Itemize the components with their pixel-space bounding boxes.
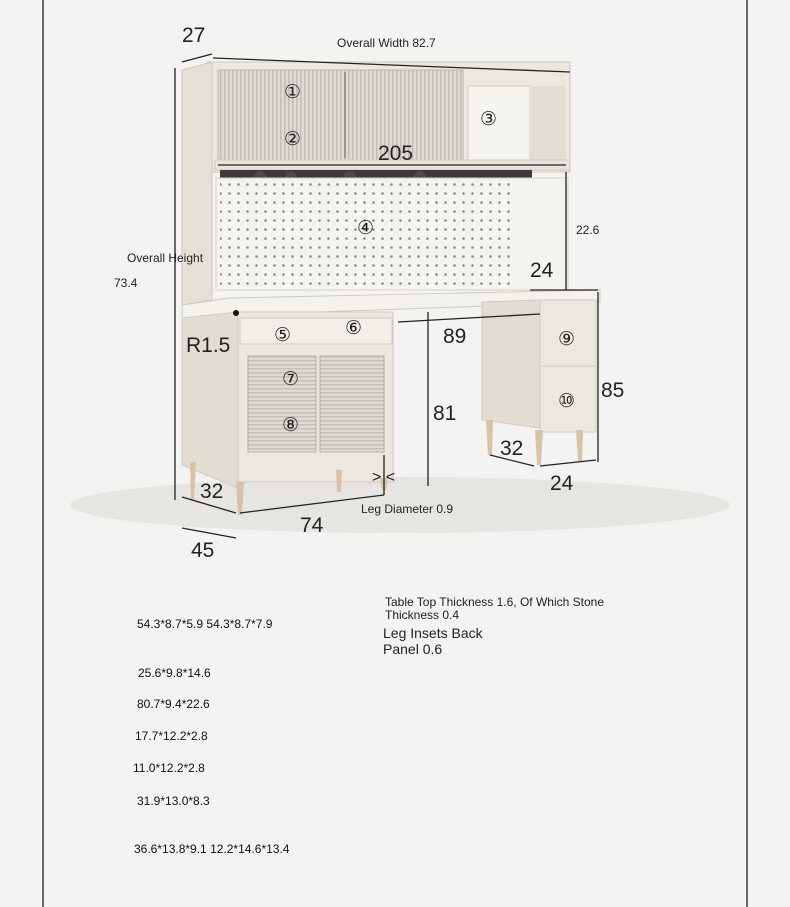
spec-2: 25.6*9.8*14.6 — [138, 666, 211, 680]
leg-5 — [486, 420, 493, 455]
dim-overall-height-label: Overall Height — [127, 251, 204, 265]
dim-cabinet-depth: 24 — [550, 472, 574, 495]
dim-leg-spread-left: 32 — [200, 480, 224, 503]
leg-insets-mark: > < — [372, 469, 396, 486]
leg-7 — [576, 430, 583, 462]
dim-leg-span: 74 — [300, 514, 324, 537]
dim-depth-top: 27 — [182, 24, 206, 47]
callout-5: ⑤ — [274, 325, 292, 346]
spec-4: 17.7*12.2*2.8 — [135, 729, 208, 743]
dim-knee-width: 89 — [443, 325, 467, 348]
dim-side-depth: 24 — [530, 259, 554, 282]
callout-7: ⑦ — [282, 369, 300, 390]
hook-rail — [220, 170, 532, 178]
hutch-side-panel — [182, 62, 212, 305]
note-tabletop: Table Top Thickness 1.6, Of Which Stone Thickness 0.4 — [385, 595, 605, 622]
right-cabinet-side — [482, 300, 540, 428]
dim-shelf-height: 22.6 — [576, 223, 600, 237]
glass-door-right — [320, 356, 384, 452]
dim-desk-height: 81 — [433, 402, 457, 425]
dim-radius: R1.5 — [186, 334, 231, 357]
leg-3 — [336, 470, 342, 492]
radius-marker — [233, 310, 239, 316]
callout-2: ② — [284, 129, 302, 150]
dim-overall-width: Overall Width 82.7 — [337, 36, 436, 50]
dim-base-depth: 45 — [191, 539, 215, 562]
callout-9: ⑨ — [558, 329, 576, 350]
note-panel: Panel 0.6 — [383, 641, 443, 657]
callout-10: ⑩ — [558, 391, 576, 412]
callout-8: ⑧ — [282, 415, 300, 436]
side-compartment — [530, 86, 566, 162]
callout-4: ④ — [357, 218, 375, 239]
spec-6: 31.9*13.0*8.3 — [137, 794, 210, 808]
leg-6 — [535, 430, 543, 465]
dim-leg-spread-right: 32 — [500, 437, 524, 460]
dim-inner-width: 205 — [378, 142, 414, 165]
drawer-front — [240, 318, 392, 344]
spec-7: 36.6*13.8*9.1 12.2*14.6*13.4 — [134, 842, 290, 856]
open-compartment — [468, 86, 530, 162]
dim-cabinet-height: 85 — [601, 379, 625, 402]
callout-6: ⑥ — [345, 318, 363, 339]
dim-leg-diameter: Leg Diameter 0.9 — [361, 502, 454, 516]
callout-3: ③ — [480, 109, 498, 130]
spec-1: 54.3*8.7*5.9 54.3*8.7*7.9 — [137, 617, 273, 631]
callout-1: ① — [284, 82, 302, 103]
note-leg-insets: Leg Insets Back — [383, 625, 483, 641]
spec-5: 11.0*12.2*2.8 — [133, 761, 205, 775]
dim-overall-height-value: 73.4 — [114, 276, 138, 290]
glass-door-upper — [218, 70, 463, 160]
spec-3: 80.7*9.4*22.6 — [137, 697, 210, 711]
